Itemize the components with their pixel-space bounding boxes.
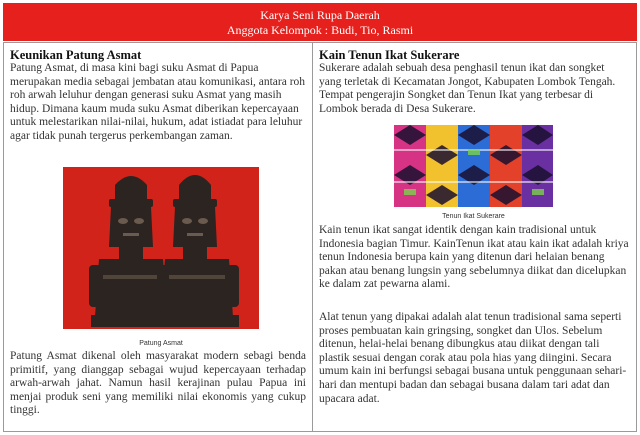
left-heading: Keunikan Patung Asmat — [10, 48, 142, 62]
right-paragraph-1: Sukerare adalah sebuah desa penghasil tenun ikat dan songket yang terletak di Kecamatan Jongot, Kabupaten Lombok Tengah. Tempat pengerajin Songket dan Tenun Ikat yang terbesar di Lombok berada di Desa Sukerare. — [319, 62, 616, 115]
left-paragraph-2: Patung Asmat dikenal oleh masyarakat modern sebagi benda primitif, yang dianggap sebagai wujud kepercayaan terhadap arwah-arwah jahat. Namun hasil kerajinan pulau Papua ini menjai produk seni yang memiliki nilai ekonomis yang cukup tinggi. — [10, 350, 306, 417]
right-column — [313, 43, 636, 431]
right-paragraph-2: Kain tenun ikat sangat identik dengan kain tradisional untuk Indonesia bagian Timur. KainTenun ikat atau kain ikat adalah kriya tenun Indonesia berupa kain yang ditenun dari helaian benang pakan atau benang lungsin yang sebelumnya diikat dan dicelupkan ke dalam zat pewarna alami. — [319, 224, 629, 291]
statue-image — [63, 167, 259, 329]
page-subtitle: Anggota Kelompok : Budi, Tio, Rasmi — [226, 23, 414, 37]
left-image-caption: Patung Asmat — [139, 340, 183, 347]
right-heading: Kain Tenun Ikat Sukerare — [319, 48, 460, 62]
right-paragraph-3: Alat tenun yang dipakai adalah alat tenun tradisional sama seperti proses pembuatan kain gringsing, songket dan Ulos. Sebelum ditenun, helai-helai benang dibungkus atau diikat dengan tali plastik sesuai dengan corak atau pola hias yang diingini. Secara umum kain ini berfungsi sebagai busana untuk penggunaan sehari-hari dan mentupi badan dan sebagai busana dalam tari adat dan upacara adat. — [319, 311, 627, 405]
patung-asmat-photo — [63, 167, 259, 329]
left-paragraph-1: Patung Asmat, di masa kini bagi suku Asmat di Papua merupakan media sebagai jembatan atau komunikasi, antara roh roh arwah leluhur dengan generasi suku Asmat yang masih hidup. Dimana kaum muda suku Asmat diberikan kepercayaan untuk melestarikan nilai-nilai, hukum, adat istiadat para leluhur agar tidak punah tergerus perkembangan zaman. — [10, 62, 306, 142]
left-column — [4, 43, 313, 431]
page-header — [3, 3, 637, 41]
page-title: Karya Seni Rupa Daerah — [260, 8, 380, 22]
tenun-ikat-photo — [394, 125, 553, 207]
woven-textile-image — [394, 125, 553, 207]
right-image-caption: Tenun Ikat Sukerare — [442, 213, 505, 220]
content-table — [3, 42, 637, 432]
